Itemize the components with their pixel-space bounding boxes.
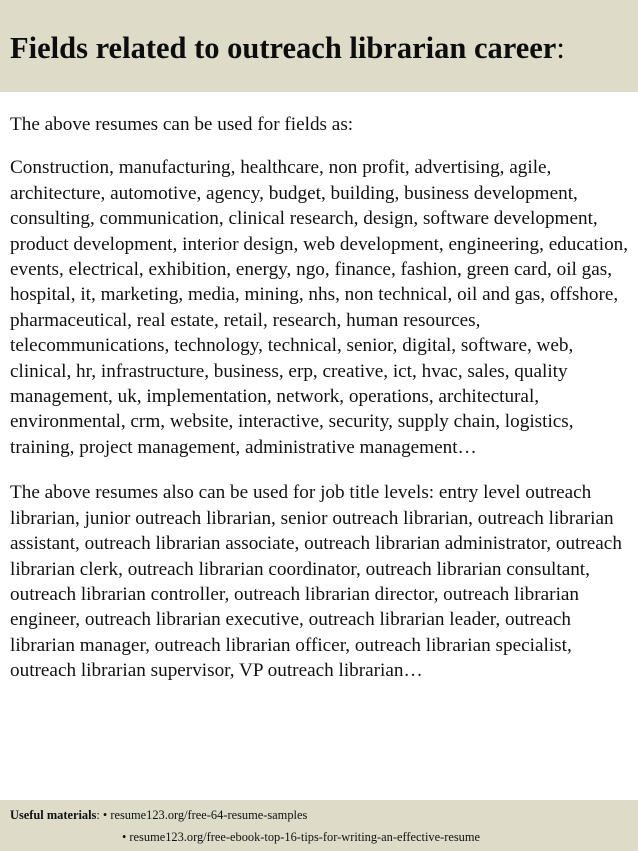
footer-row-2 bbox=[122, 827, 480, 847]
header-band bbox=[0, 0, 638, 92]
footer-band bbox=[0, 800, 638, 851]
page-title-text: Fields related to outreach librarian career bbox=[10, 31, 557, 65]
fields-paragraph: Construction, manufacturing, healthcare, non profit, advertising, agile, architecture, automotive, agency, budget, building, business development, consulting, communication, clinical research, design, software development, product development, interior design, web development, engineering, education, events, electrical, exhibition, energy, ngo, finance, fashion, green card, oil gas, hospital, it, marketing, media, mining, nhs, non technical, oil and gas, offshore, pharmaceutical, real estate, retail, research, human resources, telecommunications, technology, technical, senior, digital, software, web, clinical, hr, infrastructure, business, erp, creative, ict, hvac, sales, quality management, uk, implementation, network, operations, architectural, environmental, crm, website, interactive, security, supply chain, logistics, training, project management, administrative management… bbox=[10, 157, 629, 458]
useful-materials-label: Useful materials bbox=[10, 808, 97, 822]
footer-row-1 bbox=[10, 805, 307, 825]
body-content bbox=[10, 112, 632, 704]
job-levels-paragraph: The above resumes also can be used for job title levels: entry level outreach librarian, junior outreach librarian, senior outreach librarian, outreach librarian assistant, outreach librarian associate, outreach librarian administrator, outreach librarian clerk, outreach librarian coordinator, outreach librarian consultant, outreach librarian controller, outreach librarian director, outreach librarian engineer, outreach librarian executive, outreach librarian leader, outreach librarian manager, outreach librarian officer, outreach librarian specialist, outreach librarian supervisor, VP outreach librarian… bbox=[10, 482, 622, 682]
footer-link-2[interactable]: • resume123.org/free-ebook-top-16-tips-for-writing-an-effective-resume bbox=[122, 830, 481, 844]
footer-link-1[interactable]: • resume123.org/free-64-resume-samples bbox=[102, 808, 308, 822]
intro-paragraph: The above resumes can be used for fields as: bbox=[10, 114, 354, 135]
page-title bbox=[10, 28, 565, 68]
footer-separator: : bbox=[96, 808, 103, 822]
page-title-colon: : bbox=[556, 31, 565, 65]
